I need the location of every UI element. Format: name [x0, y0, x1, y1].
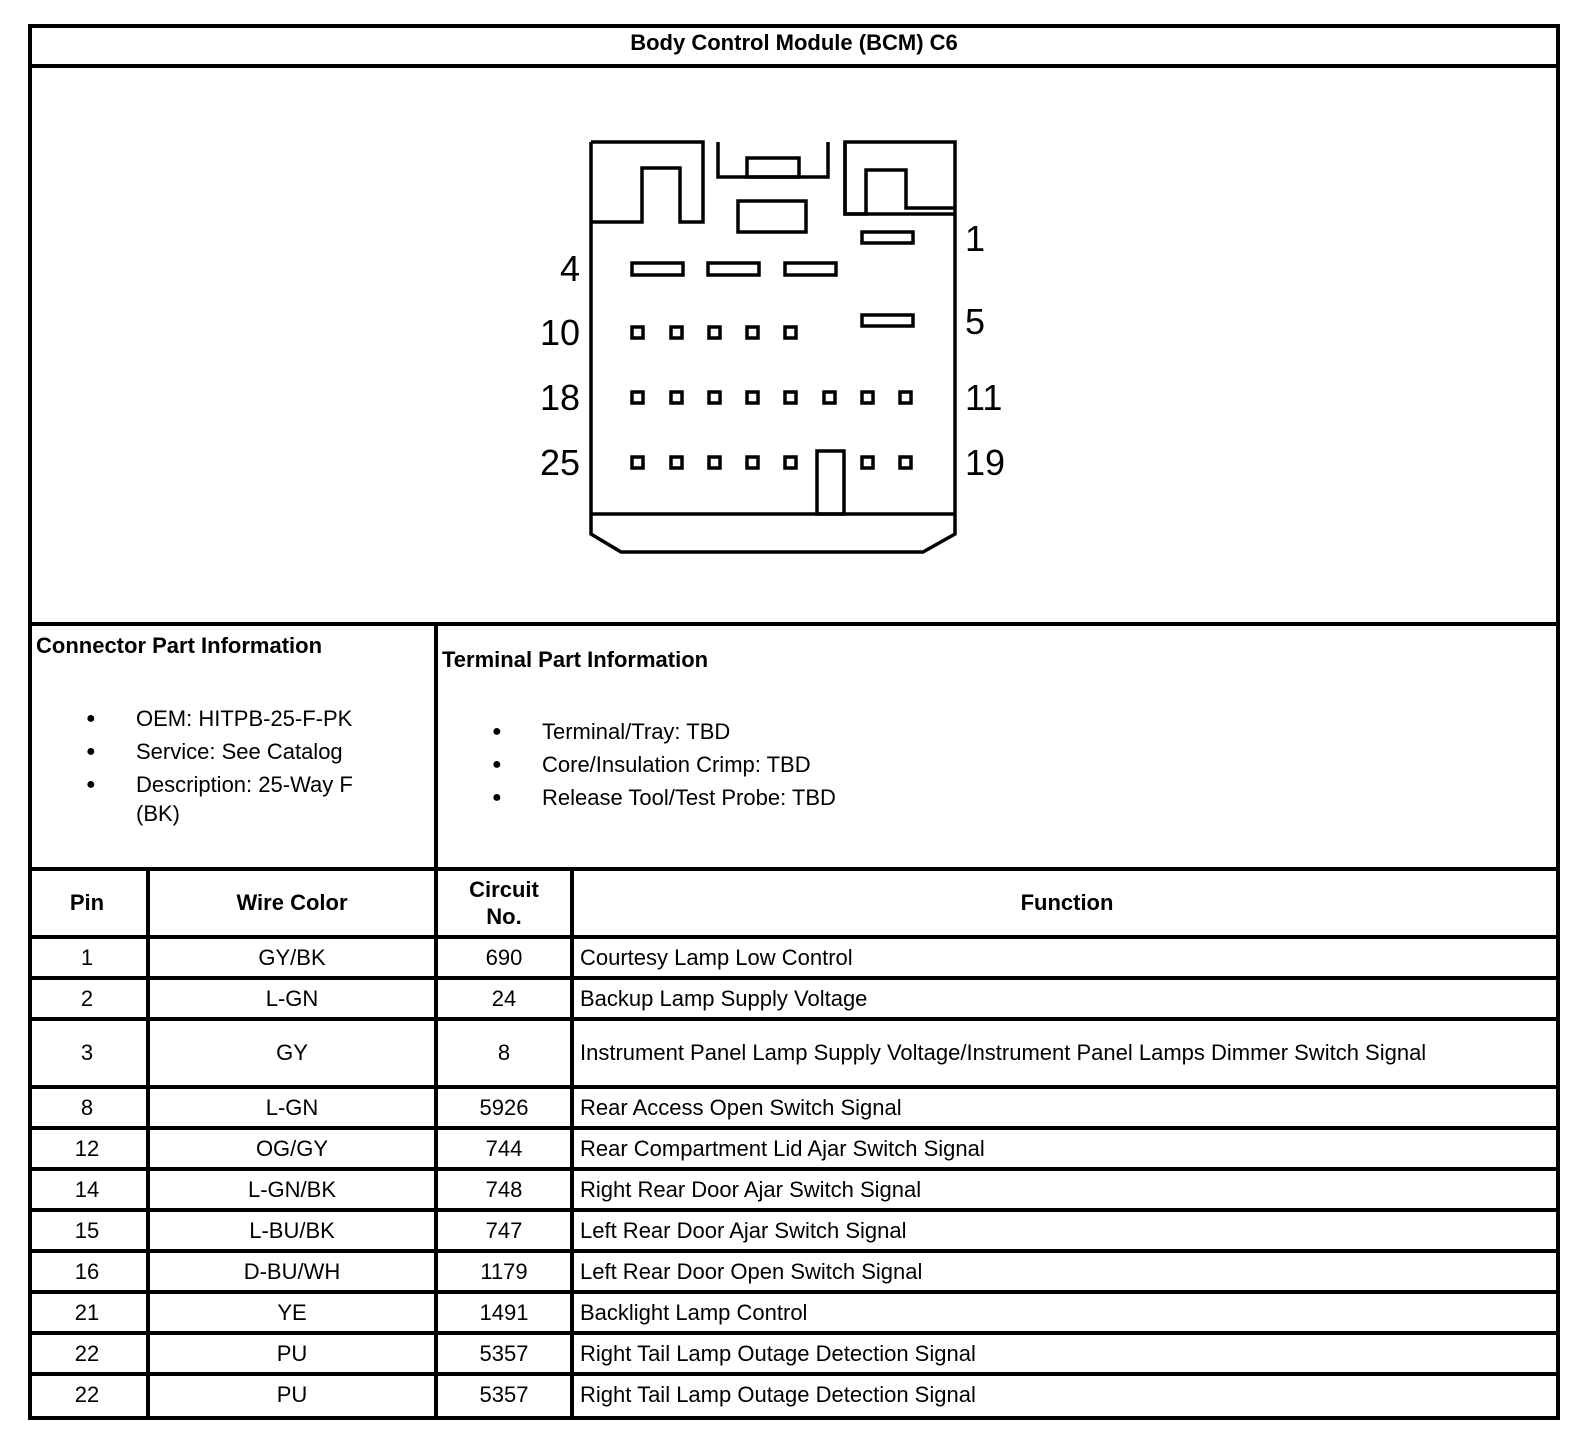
cell-wire-color: OG/GY [255, 1135, 329, 1161]
cell-circuit: 5926 [479, 1094, 529, 1120]
connector-info-item: ● Service: See Catalog [86, 735, 396, 768]
pin-label-left: 10 [539, 312, 580, 353]
cell-function: Rear Compartment Lid Ajar Switch Signal [580, 1135, 985, 1161]
cell-function: Left Rear Door Open Switch Signal [580, 1258, 923, 1284]
connector-outline [591, 142, 955, 552]
pin-label-left: 25 [539, 442, 580, 483]
terminal-1 [862, 232, 913, 243]
pin-label-left: 4 [559, 248, 580, 289]
table-header-pin: Pin [69, 890, 105, 915]
cell-function: Courtesy Lamp Low Control [580, 944, 853, 970]
cell-pin: 8 [80, 1094, 94, 1120]
terminal-12 [862, 392, 873, 403]
connector-info-heading: Connector Part Information [36, 633, 323, 658]
cell-pin: 22 [74, 1340, 100, 1366]
cell-wire-color: PU [276, 1381, 308, 1407]
terminal-3 [708, 263, 759, 275]
cell-pin: 16 [74, 1258, 100, 1284]
cell-wire-color: L-GN [265, 985, 319, 1011]
cell-pin: 12 [74, 1135, 100, 1161]
terminal-info-item: ● Core/Insulation Crimp: TBD [492, 748, 1192, 781]
terminal-23 [709, 457, 720, 468]
pin-label-right: 19 [965, 442, 1006, 483]
table-header-function: Function [1020, 890, 1114, 915]
cell-circuit: 1491 [479, 1299, 529, 1325]
terminal-17 [671, 392, 682, 403]
terminal-18 [632, 392, 643, 403]
terminal-9 [671, 327, 682, 338]
terminal-14 [785, 392, 796, 403]
pin-label-right: 1 [965, 218, 986, 259]
cell-pin: 2 [80, 985, 94, 1011]
cell-pin: 15 [74, 1217, 100, 1243]
terminal-22 [747, 457, 758, 468]
cell-wire-color: D-BU/WH [243, 1258, 341, 1284]
diagram-divider [28, 622, 1560, 626]
terminal-6 [785, 327, 796, 338]
cell-circuit: 690 [485, 944, 523, 970]
table-header-wire-color: Wire Color [236, 890, 348, 915]
cell-wire-color: L-BU/BK [249, 1217, 335, 1243]
terminal-16 [709, 392, 720, 403]
terminal-info-item: ● Release Tool/Test Probe: TBD [492, 781, 1192, 814]
cell-function: Backup Lamp Supply Voltage [580, 985, 868, 1011]
latch-window [738, 201, 806, 232]
cell-wire-color: PU [276, 1340, 308, 1366]
terminal-15 [747, 392, 758, 403]
cell-circuit: 1179 [480, 1258, 528, 1284]
cell-wire-color: L-GN [265, 1094, 319, 1120]
connector-info-item: ● OEM: HITPB-25-F-PK [86, 702, 396, 735]
page-title: Body Control Module (BCM) C6 [630, 30, 958, 55]
cell-circuit: 5357 [479, 1381, 529, 1407]
connector-latch-right [845, 142, 955, 214]
cell-wire-color: L-GN/BK [247, 1176, 337, 1202]
connector-sheet [28, 24, 1560, 1420]
latch-tab [747, 158, 799, 177]
connector-latch-left [591, 142, 703, 222]
terminal-19 [900, 457, 911, 468]
pin-label-right: 5 [965, 301, 986, 342]
terminal-2 [785, 263, 836, 275]
table-header-circuit: Circuit No. [469, 877, 539, 929]
connector-diagram [28, 24, 1560, 624]
terminal-11 [900, 392, 911, 403]
terminal-info-item: ● Terminal/Tray: TBD [492, 715, 1192, 748]
cell-function: Right Tail Lamp Outage Detection Signal [580, 1340, 976, 1366]
cell-function: Left Rear Door Ajar Switch Signal [580, 1217, 907, 1243]
cell-circuit: 748 [485, 1176, 523, 1202]
cell-circuit: 744 [485, 1135, 523, 1161]
cell-function: Rear Access Open Switch Signal [580, 1094, 902, 1120]
cell-function: Backlight Lamp Control [580, 1299, 808, 1325]
cell-pin: 14 [74, 1176, 100, 1202]
connector-info-item: ● Description: 25-Way F (BK) [86, 768, 396, 828]
cell-pin: 21 [74, 1299, 100, 1325]
cell-wire-color: GY/BK [258, 944, 326, 970]
terminal-21 [785, 457, 796, 468]
cell-pin: 1 [80, 944, 94, 970]
cell-circuit: 5357 [479, 1340, 529, 1366]
cell-function: Right Rear Door Ajar Switch Signal [580, 1176, 922, 1202]
terminal-25 [632, 457, 643, 468]
terminal-info-heading: Terminal Part Information [442, 647, 709, 672]
polarization-key [817, 451, 844, 514]
connector-info-list [86, 702, 396, 828]
cell-circuit: 24 [491, 985, 517, 1011]
terminal-24 [671, 457, 682, 468]
terminal-8 [709, 327, 720, 338]
terminal-10 [632, 327, 643, 338]
cell-pin: 22 [74, 1381, 100, 1407]
terminal-20 [862, 457, 873, 468]
cell-pin: 3 [80, 1040, 94, 1065]
terminal-7 [747, 327, 758, 338]
pin-label-right: 11 [965, 377, 1003, 418]
terminal-info-list [492, 715, 1192, 814]
cell-circuit: 747 [485, 1217, 523, 1243]
cell-circuit: 8 [497, 1040, 511, 1065]
cell-function: Instrument Panel Lamp Supply Voltage/Instrument Panel Lamps Dimmer Switch Signal [580, 1040, 1427, 1065]
cell-wire-color: YE [277, 1299, 307, 1325]
terminal-4 [632, 263, 683, 275]
cell-wire-color: GY [276, 1040, 308, 1065]
terminal-13 [824, 392, 835, 403]
terminal-5 [862, 315, 913, 326]
cell-function: Right Tail Lamp Outage Detection Signal [580, 1381, 976, 1407]
pin-label-left: 18 [539, 377, 580, 418]
